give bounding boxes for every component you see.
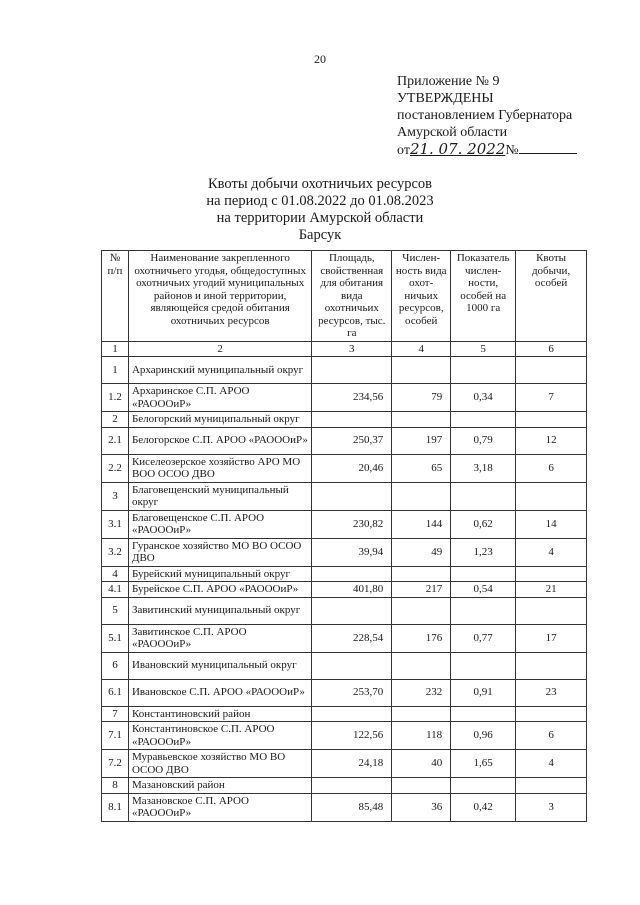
row-number: 5 bbox=[102, 597, 129, 624]
row-quota: 4 bbox=[516, 538, 587, 566]
table-row bbox=[102, 793, 587, 821]
title-line-3: на территории Амурской области bbox=[216, 210, 424, 226]
table-row bbox=[102, 624, 587, 652]
table-row bbox=[102, 597, 587, 624]
row-count bbox=[392, 412, 451, 428]
row-count bbox=[392, 652, 451, 679]
row-area: 85,48 bbox=[312, 793, 392, 821]
row-area: 20,46 bbox=[312, 454, 392, 482]
approved-label: УТВЕРЖДЕНЫ bbox=[397, 91, 494, 106]
column-number-row bbox=[102, 341, 587, 357]
row-name: Белогорское С.П. АРОО «РАОООиР» bbox=[128, 427, 311, 454]
appendix-label: Приложение № 9 bbox=[397, 74, 500, 89]
column-number: 3 bbox=[312, 341, 392, 357]
row-index: 0,54 bbox=[451, 582, 516, 598]
row-count: 79 bbox=[392, 384, 451, 412]
row-area: 122,56 bbox=[312, 722, 392, 750]
row-number: 8.1 bbox=[102, 793, 129, 821]
row-count: 176 bbox=[392, 624, 451, 652]
row-quota bbox=[516, 357, 587, 384]
header-count: Числен-ность вида охот-ничьих ресурсов, особей bbox=[392, 251, 451, 342]
row-quota: 3 bbox=[516, 793, 587, 821]
header-area: Площадь, свойственная для обитания вида охотничьих ресурсов, тыс. га bbox=[312, 251, 392, 342]
row-name: Муравьевское хозяйство МО ВО ОСОО ДВО bbox=[128, 750, 311, 778]
row-count: 118 bbox=[392, 722, 451, 750]
row-index: 3,18 bbox=[451, 454, 516, 482]
row-quota: 7 bbox=[516, 384, 587, 412]
header-quota: Квоты добычи, особей bbox=[516, 251, 587, 342]
row-number: 6.1 bbox=[102, 679, 129, 706]
row-area: 24,18 bbox=[312, 750, 392, 778]
table-row bbox=[102, 582, 587, 598]
row-count bbox=[392, 706, 451, 722]
row-index: 1,23 bbox=[451, 538, 516, 566]
row-quota bbox=[516, 597, 587, 624]
row-count bbox=[392, 357, 451, 384]
row-area bbox=[312, 706, 392, 722]
row-quota bbox=[516, 652, 587, 679]
row-name: Константиновское С.П. АРОО «РАОООиР» bbox=[128, 722, 311, 750]
table-row bbox=[102, 454, 587, 482]
table-row bbox=[102, 538, 587, 566]
row-index bbox=[451, 482, 516, 510]
title-line-1: Квоты добычи охотничьих ресурсов bbox=[208, 176, 432, 192]
quota-table bbox=[101, 250, 587, 822]
row-number: 3.1 bbox=[102, 510, 129, 538]
date-line bbox=[397, 141, 577, 159]
table-row bbox=[102, 778, 587, 794]
row-area: 253,70 bbox=[312, 679, 392, 706]
document-title bbox=[0, 176, 640, 244]
row-name: Гуранское хозяйство МО ВО ОСОО ДВО bbox=[128, 538, 311, 566]
table-row bbox=[102, 384, 587, 412]
row-name: Завитинский муниципальный округ bbox=[128, 597, 311, 624]
row-quota bbox=[516, 482, 587, 510]
row-count: 197 bbox=[392, 427, 451, 454]
row-area bbox=[312, 597, 392, 624]
row-index: 1,65 bbox=[451, 750, 516, 778]
row-quota bbox=[516, 412, 587, 428]
row-number: 4 bbox=[102, 566, 129, 582]
table-row bbox=[102, 706, 587, 722]
row-area bbox=[312, 412, 392, 428]
row-area bbox=[312, 566, 392, 582]
number-mark: № bbox=[505, 143, 519, 158]
row-quota bbox=[516, 566, 587, 582]
row-area bbox=[312, 357, 392, 384]
column-number: 4 bbox=[392, 341, 451, 357]
row-area bbox=[312, 482, 392, 510]
column-number: 5 bbox=[451, 341, 516, 357]
row-quota: 6 bbox=[516, 454, 587, 482]
row-count: 40 bbox=[392, 750, 451, 778]
row-index: 0,96 bbox=[451, 722, 516, 750]
row-number: 5.1 bbox=[102, 624, 129, 652]
table-row bbox=[102, 566, 587, 582]
row-number: 1.2 bbox=[102, 384, 129, 412]
table-row bbox=[102, 679, 587, 706]
title-line-4: Барсук bbox=[298, 227, 342, 243]
row-count: 65 bbox=[392, 454, 451, 482]
row-index: 0,91 bbox=[451, 679, 516, 706]
row-index: 0,62 bbox=[451, 510, 516, 538]
title-line-2: на период с 01.08.2022 до 01.08.2023 bbox=[206, 193, 434, 209]
row-name: Архаринское С.П. АРОО «РАОООиР» bbox=[128, 384, 311, 412]
row-name: Ивановское С.П. АРОО «РАОООиР» bbox=[128, 679, 311, 706]
row-name: Мазановское С.П. АРОО «РАОООиР» bbox=[128, 793, 311, 821]
row-quota: 21 bbox=[516, 582, 587, 598]
row-quota bbox=[516, 706, 587, 722]
row-count bbox=[392, 482, 451, 510]
row-index: 0,34 bbox=[451, 384, 516, 412]
row-name: Благовещенское С.П. АРОО «РАОООиР» bbox=[128, 510, 311, 538]
row-name: Киселеозерское хозяйство АРО МО ВОО ОСОО ДВО bbox=[128, 454, 311, 482]
row-area: 39,94 bbox=[312, 538, 392, 566]
row-number: 1 bbox=[102, 357, 129, 384]
row-quota: 12 bbox=[516, 427, 587, 454]
row-index bbox=[451, 566, 516, 582]
row-quota: 6 bbox=[516, 722, 587, 750]
row-index bbox=[451, 412, 516, 428]
number-blank bbox=[519, 141, 577, 154]
row-name: Бурейское С.П. АРОО «РАОООиР» bbox=[128, 582, 311, 598]
row-index bbox=[451, 706, 516, 722]
row-number: 2.1 bbox=[102, 427, 129, 454]
row-area: 401,80 bbox=[312, 582, 392, 598]
header-name: Наименование закрепленного охотничьего угодья, общедоступных охотничьих угодий муниципальных районов и иной территории, являющейся средой обитания охотничьих ресурсов bbox=[128, 251, 311, 342]
row-number: 3.2 bbox=[102, 538, 129, 566]
table-row bbox=[102, 652, 587, 679]
row-name: Завитинское С.П. АРОО «РАОООиР» bbox=[128, 624, 311, 652]
row-quota bbox=[516, 778, 587, 794]
row-count: 49 bbox=[392, 538, 451, 566]
row-count: 217 bbox=[392, 582, 451, 598]
table-row bbox=[102, 722, 587, 750]
row-number: 7 bbox=[102, 706, 129, 722]
handwritten-date: 21. 07. 2022 bbox=[409, 140, 506, 158]
table-row bbox=[102, 427, 587, 454]
row-quota: 14 bbox=[516, 510, 587, 538]
column-number: 2 bbox=[128, 341, 311, 357]
header-index: Показатель числен-ности, особей на 1000 га bbox=[451, 251, 516, 342]
row-index bbox=[451, 357, 516, 384]
header-row bbox=[102, 251, 587, 342]
row-index: 0,79 bbox=[451, 427, 516, 454]
row-name: Благовещенский муниципальный округ bbox=[128, 482, 311, 510]
row-name: Архаринский муниципальный округ bbox=[128, 357, 311, 384]
row-count: 144 bbox=[392, 510, 451, 538]
row-number: 7.1 bbox=[102, 722, 129, 750]
row-area bbox=[312, 652, 392, 679]
row-number: 2 bbox=[102, 412, 129, 428]
row-index: 0,42 bbox=[451, 793, 516, 821]
page-number: 20 bbox=[314, 52, 326, 66]
row-count: 232 bbox=[392, 679, 451, 706]
row-quota: 17 bbox=[516, 624, 587, 652]
row-area: 230,82 bbox=[312, 510, 392, 538]
approval-block bbox=[397, 73, 577, 159]
row-count bbox=[392, 597, 451, 624]
row-number: 7.2 bbox=[102, 750, 129, 778]
row-number: 8 bbox=[102, 778, 129, 794]
row-quota: 23 bbox=[516, 679, 587, 706]
table-row bbox=[102, 510, 587, 538]
row-number: 2.2 bbox=[102, 454, 129, 482]
row-index bbox=[451, 778, 516, 794]
row-name: Бурейский муниципальный округ bbox=[128, 566, 311, 582]
date-prefix: от bbox=[397, 143, 410, 158]
region-label: Амурской области bbox=[397, 125, 508, 140]
row-area: 228,54 bbox=[312, 624, 392, 652]
row-area: 250,37 bbox=[312, 427, 392, 454]
row-number: 3 bbox=[102, 482, 129, 510]
row-number: 4.1 bbox=[102, 582, 129, 598]
resolution-label: постановлением Губернатора bbox=[397, 108, 573, 123]
row-index bbox=[451, 597, 516, 624]
column-number: 1 bbox=[102, 341, 129, 357]
table-row bbox=[102, 412, 587, 428]
row-count bbox=[392, 778, 451, 794]
row-index bbox=[451, 652, 516, 679]
table-row bbox=[102, 357, 587, 384]
table-row bbox=[102, 750, 587, 778]
row-name: Белогорский муниципальный округ bbox=[128, 412, 311, 428]
row-count bbox=[392, 566, 451, 582]
row-quota: 4 bbox=[516, 750, 587, 778]
row-area: 234,56 bbox=[312, 384, 392, 412]
row-area bbox=[312, 778, 392, 794]
table-row bbox=[102, 482, 587, 510]
row-name: Мазановский район bbox=[128, 778, 311, 794]
row-number: 6 bbox=[102, 652, 129, 679]
row-index: 0,77 bbox=[451, 624, 516, 652]
column-number: 6 bbox=[516, 341, 587, 357]
row-name: Ивановский муниципальный округ bbox=[128, 652, 311, 679]
row-name: Константиновский район bbox=[128, 706, 311, 722]
row-count: 36 bbox=[392, 793, 451, 821]
header-number: № п/п bbox=[102, 251, 129, 342]
